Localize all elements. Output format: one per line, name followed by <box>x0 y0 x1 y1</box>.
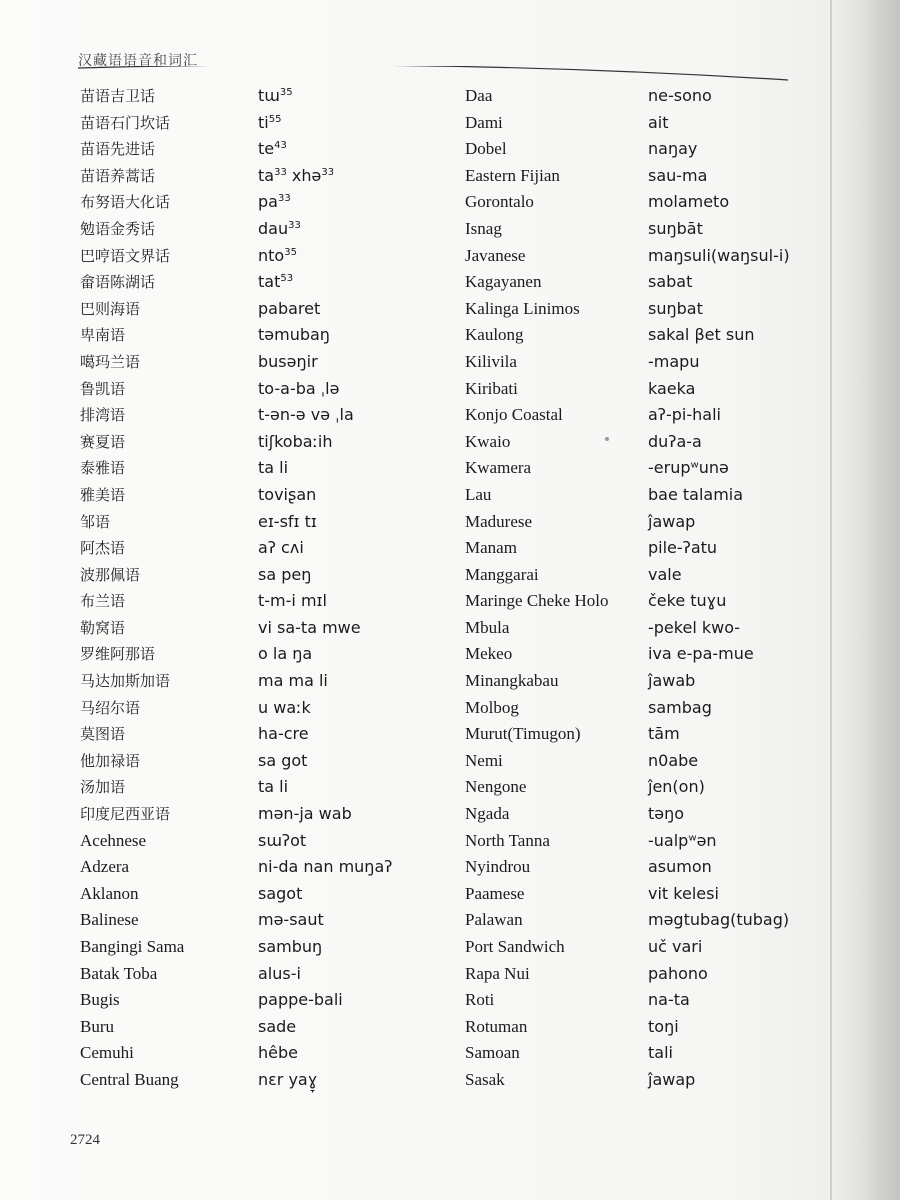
word-form <box>258 615 458 642</box>
language-name: Rapa Nui <box>465 963 530 983</box>
right-language-column <box>465 83 645 1094</box>
word-form: sambag <box>648 697 712 717</box>
language-name: Sasak <box>465 1069 505 1089</box>
word-form: -mapu <box>648 351 700 371</box>
language-name: Samoan <box>465 1043 520 1063</box>
language-name: Gorontalo <box>465 192 534 212</box>
language-name: North Tanna <box>465 830 550 850</box>
tone-mark: 55 <box>268 113 282 125</box>
form-base: eɪ-sfɪ tɪ <box>258 511 317 531</box>
language-name: 勉语金秀话 <box>80 219 156 238</box>
form-base: mən-ja wab <box>258 804 352 824</box>
form-base: o la ŋa <box>258 644 313 664</box>
language-name: Minangkabau <box>465 671 559 691</box>
language-name: Manggarai <box>465 564 539 584</box>
language-name: Nyindrou <box>465 857 531 877</box>
tone-mark: 33 <box>288 219 301 231</box>
language-name: 汤加语 <box>80 778 126 797</box>
language-name: 苗语吉卫话 <box>80 87 156 105</box>
word-form <box>258 482 458 509</box>
word-form <box>258 801 458 828</box>
word-form: ĵawap <box>648 511 696 531</box>
language-name: Manam <box>465 538 517 558</box>
form-base: nto <box>258 245 285 265</box>
language-name: Aklanon <box>80 883 139 903</box>
language-name: 苗语石门坎话 <box>80 113 171 132</box>
language-name: Balinese <box>80 910 139 930</box>
language-name: Daa <box>465 86 493 105</box>
word-form: -erupʷunə <box>648 458 729 478</box>
language-name: 罗维阿那语 <box>80 645 156 664</box>
language-name: 马绍尔语 <box>80 698 141 717</box>
language-name: 波那佩语 <box>80 565 141 584</box>
language-name: Bangingi Sama <box>80 937 185 956</box>
language-name: Batak Toba <box>80 963 158 983</box>
language-name: Kiribati <box>465 378 518 398</box>
language-name: Buru <box>80 1016 114 1036</box>
language-name: Roti <box>465 990 495 1010</box>
form-base: ta li <box>258 458 289 478</box>
page-number: 2724 <box>70 1132 100 1148</box>
form-base: sa peŋ <box>258 564 312 584</box>
language-name: 排湾语 <box>80 406 126 425</box>
language-name: Mbula <box>465 617 510 637</box>
language-name: Murut(Timugon) <box>465 724 581 744</box>
word-form <box>258 535 458 562</box>
word-form: tali <box>648 1043 673 1063</box>
word-form <box>258 322 458 349</box>
word-form <box>258 881 458 908</box>
language-name: Kwaio <box>465 431 511 451</box>
language-name: 巴则海语 <box>80 299 141 318</box>
form-base: tɯ <box>258 86 280 105</box>
language-name: Kilivila <box>465 351 517 371</box>
form-base: u waːk <box>258 697 311 717</box>
language-name: 勒窝语 <box>80 618 126 637</box>
form-base: busəŋir <box>258 351 318 371</box>
language-name: Central Buang <box>80 1069 179 1089</box>
word-form: vit kelesi <box>648 883 719 903</box>
language-name: 他加禄语 <box>80 751 141 770</box>
word-form: kaeka <box>648 378 696 398</box>
word-form: məgtubag(tubag) <box>648 910 790 930</box>
form-base: ni-da nan muŋaʔ <box>258 857 393 877</box>
word-form <box>258 641 458 668</box>
form-base: nɛr yaɣ̞ <box>258 1069 318 1089</box>
word-form <box>258 136 458 163</box>
word-form <box>258 721 458 748</box>
language-name: 巴哼语文界话 <box>80 246 171 265</box>
form-base: toviʂan <box>258 484 317 504</box>
word-form <box>258 509 458 536</box>
word-form <box>258 216 458 243</box>
left-language-column <box>80 83 240 1094</box>
language-name: Mekeo <box>465 644 513 664</box>
word-form: naŋay <box>648 139 698 159</box>
form-base: sagot <box>258 883 303 903</box>
word-form <box>258 854 458 881</box>
word-form: -ualpʷən <box>648 830 717 850</box>
word-form <box>258 269 458 296</box>
word-form: aʔ-pi-hali <box>648 405 721 425</box>
word-form <box>258 668 458 695</box>
word-form: n0abe <box>648 750 699 770</box>
language-name: Kagayanen <box>465 272 542 292</box>
language-name: 噶玛兰语 <box>80 352 141 371</box>
language-name: Javanese <box>465 245 526 265</box>
language-name: 马达加斯加语 <box>80 672 171 691</box>
form-base: təmubaŋ <box>258 325 330 345</box>
language-name: Konjo Coastal <box>465 405 563 425</box>
word-form <box>258 110 458 137</box>
word-form <box>258 189 458 216</box>
form-base: sa got <box>258 750 308 770</box>
word-form: tām <box>648 724 680 744</box>
language-name: 莫图语 <box>80 725 126 744</box>
word-form: toŋi <box>648 1016 679 1036</box>
form-base: pappe-bali <box>258 990 343 1010</box>
running-head: 汉藏语语音和词汇 <box>78 53 198 69</box>
language-name: 印度尼西亚语 <box>80 805 171 824</box>
word-form: təŋo <box>648 804 685 824</box>
language-name: Isnag <box>465 218 502 238</box>
form-base: ti <box>258 112 269 132</box>
language-name: Cemuhi <box>80 1043 134 1063</box>
tone-mark-2: 33 <box>321 166 335 178</box>
language-name: Lau <box>465 484 492 504</box>
language-name: 卑南语 <box>80 326 126 345</box>
language-name: 苗语养蒿话 <box>80 166 156 185</box>
language-name: Dami <box>465 112 503 132</box>
language-name: Acehnese <box>80 830 147 850</box>
word-form: -pekel kwo- <box>648 617 741 637</box>
word-form <box>258 349 458 376</box>
language-name: Kalinga Linimos <box>465 298 580 318</box>
language-name: Palawan <box>465 910 523 930</box>
word-form: uč vari <box>648 937 703 956</box>
tone-mark: 43 <box>274 140 287 152</box>
language-name: 畲语陈湖话 <box>80 273 156 292</box>
language-name: 雅美语 <box>80 485 126 504</box>
word-form: pile-ʔatu <box>648 538 718 558</box>
language-name: 赛夏语 <box>80 432 126 451</box>
language-name: Nengone <box>465 777 527 797</box>
word-form: asumon <box>648 857 712 877</box>
word-form <box>258 695 458 722</box>
language-name: Madurese <box>465 511 533 531</box>
language-name: Maringe Cheke Holo <box>465 591 609 611</box>
word-form <box>258 748 458 775</box>
form-base: dau <box>258 218 289 238</box>
language-name: Dobel <box>465 139 507 159</box>
word-form <box>258 376 458 403</box>
form-base: t-m-i mɪl <box>258 591 327 611</box>
language-name: 苗语先进话 <box>80 140 156 159</box>
word-form: sau-ma <box>648 165 708 185</box>
tone-mark: 33 <box>277 193 291 205</box>
form-base: pabaret <box>258 298 321 318</box>
word-form <box>258 934 458 961</box>
language-name: Bugis <box>80 990 120 1010</box>
word-form <box>258 455 458 482</box>
tone-mark: 53 <box>280 273 294 285</box>
word-form: sakal βet sun <box>648 325 755 345</box>
form-base: sɯʔot <box>258 830 307 850</box>
form-base: ma ma li <box>258 671 328 691</box>
form-base: sambuŋ <box>258 937 323 956</box>
form-base: to-a-ba ˌlə <box>258 378 340 398</box>
tone-mark: 35 <box>279 87 293 98</box>
word-form: vale <box>648 564 682 584</box>
right-form-column <box>648 83 848 1094</box>
word-form: sabat <box>648 272 693 292</box>
form-base: sade <box>258 1016 297 1036</box>
language-name: Molbog <box>465 697 519 717</box>
word-form <box>258 907 458 934</box>
word-form: ne-sono <box>648 86 712 105</box>
word-form: pahono <box>648 963 708 983</box>
word-form <box>258 1040 458 1067</box>
language-name: 阿杰语 <box>80 539 126 558</box>
form-base: ta li <box>258 777 289 797</box>
form-base-2: xhə <box>286 165 322 185</box>
word-form: ĵawab <box>648 671 696 691</box>
language-name: Kwamera <box>465 458 532 478</box>
form-base: vi sa-ta mwe <box>258 617 361 637</box>
word-form <box>258 588 458 615</box>
language-name: 鲁凯语 <box>80 379 126 398</box>
language-name: Paamese <box>465 883 525 903</box>
word-form <box>258 429 458 456</box>
language-name: 邹语 <box>80 512 111 531</box>
left-form-column <box>258 83 458 1094</box>
word-form: molameto <box>648 192 730 212</box>
word-form: na-ta <box>648 990 690 1010</box>
word-form <box>258 774 458 801</box>
form-base: t-ən-ə və ˌla <box>258 405 354 425</box>
language-name: Port Sandwich <box>465 937 565 956</box>
form-base: ta <box>258 165 275 185</box>
word-form <box>258 1067 458 1094</box>
word-form: suŋbāt <box>648 218 703 238</box>
word-form <box>258 83 458 110</box>
language-name: Kaulong <box>465 325 524 345</box>
word-form <box>258 562 458 589</box>
word-form <box>258 402 458 429</box>
form-base: tat <box>258 272 281 292</box>
word-form <box>258 1014 458 1041</box>
form-base: pa <box>258 192 278 212</box>
form-base: hêbe <box>258 1043 298 1063</box>
language-name: 布努语大化话 <box>80 193 171 212</box>
word-form <box>258 243 458 270</box>
word-form: ĵawap <box>648 1069 696 1089</box>
word-form <box>258 987 458 1014</box>
word-form: ĵen(on) <box>648 777 705 797</box>
language-name: Eastern Fijian <box>465 165 560 185</box>
word-form: iva e-pa-mue <box>648 644 754 664</box>
language-name: Rotuman <box>465 1016 528 1036</box>
form-base: mə-saut <box>258 910 324 930</box>
tone-mark: 33 <box>274 166 287 178</box>
word-form: suŋbat <box>648 298 703 318</box>
word-form: maŋsuli(waŋsul-i) <box>648 245 790 265</box>
word-form: duʔa-a <box>648 431 702 451</box>
word-form <box>258 163 458 190</box>
word-form: čeke tuɣu <box>648 591 727 611</box>
language-name: 泰雅语 <box>80 459 126 478</box>
language-name: Nemi <box>465 750 503 770</box>
word-form: bae talamia <box>648 484 744 504</box>
form-base: aʔ cʌi <box>258 538 304 558</box>
language-name: 布兰语 <box>80 592 126 611</box>
word-form <box>258 296 458 323</box>
word-form: ait <box>648 112 669 132</box>
form-base: tiʃkobaːih <box>258 431 333 451</box>
form-base: ha-cre <box>258 724 309 744</box>
speck-mark <box>605 437 609 441</box>
form-base: te <box>258 139 275 159</box>
word-form <box>258 961 458 988</box>
word-form <box>258 828 458 855</box>
language-name: Adzera <box>80 857 130 877</box>
form-base: alus-i <box>258 963 301 983</box>
tone-mark: 35 <box>284 246 297 258</box>
language-name: Ngada <box>465 804 510 824</box>
